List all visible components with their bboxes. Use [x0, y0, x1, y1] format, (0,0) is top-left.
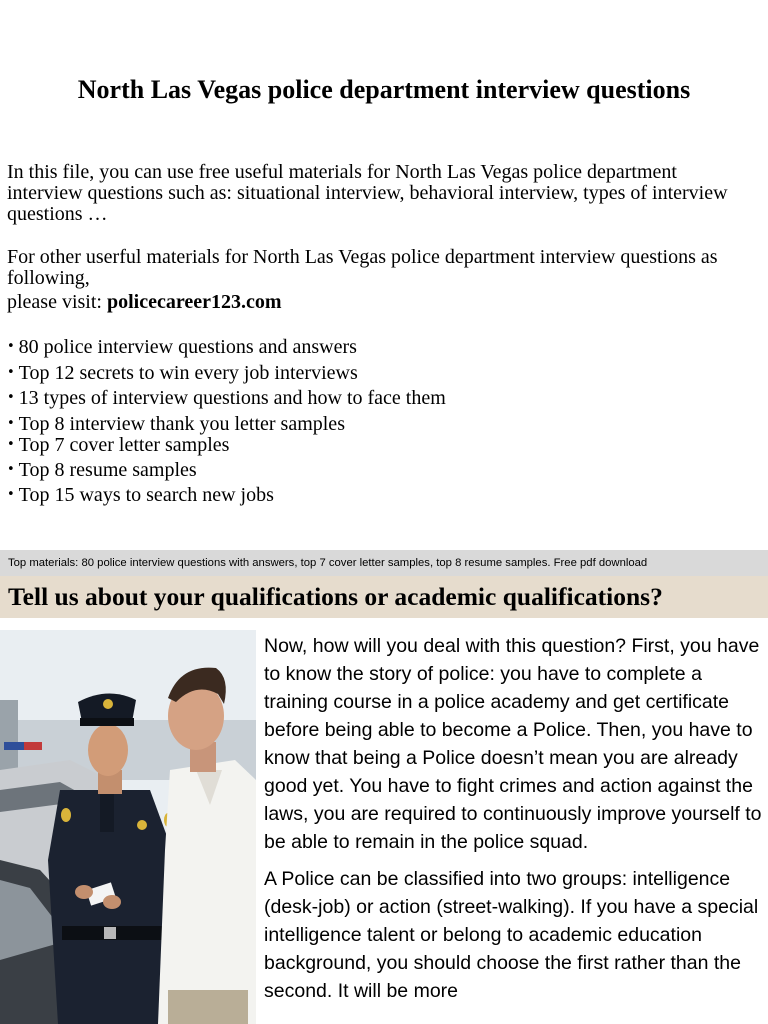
police-photo — [0, 630, 256, 1024]
section-title: Tell us about your qualifications or academic qualifications? — [8, 582, 663, 611]
visit-line — [7, 292, 282, 313]
bullet-icon: • — [7, 487, 15, 502]
answer-paragraph: A Police can be classified into two groups: intelligence (desk-job) or action (street-walking). If you have a special intelligence talent or belong to academic education background, you should choose the first rather than the second. It will be more — [264, 868, 759, 1002]
list-item[interactable]: • Top 15 ways to search new jobs — [7, 484, 274, 506]
page-title: North Las Vegas police department interview questions — [77, 75, 691, 104]
bullet-icon: • — [7, 437, 15, 452]
list-item[interactable]: • Top 7 cover letter samples — [7, 434, 230, 456]
list-item[interactable]: • Top 8 resume samples — [7, 459, 197, 481]
visit-link[interactable]: policecareer123.com — [106, 291, 282, 313]
list-item[interactable]: • Top 8 interview thank you letter samples — [7, 413, 345, 435]
answer-paragraph: Now, how will you deal with this question? First, you have to know the story of police: you have to complete a training course in a police academy and get certificate before being able to become a Police. Then, you have to know that being a Police doesn’t mean you are already good yet. You have to fight crimes and action against the laws, you are required to continuously improve yourself to be able to remain in the police squad. — [264, 635, 762, 853]
top-materials-bar[interactable]: Top materials: 80 police interview questions with answers, top 7 cover letter samples, top 8 resume samples. Free pdf download — [0, 550, 768, 576]
bullet-icon: • — [7, 462, 15, 477]
bullet-icon: • — [7, 339, 15, 354]
bullet-icon: • — [7, 416, 15, 431]
intro-paragraph: In this file, you can use free useful materials for North Las Vegas police department interview questions such as: situational interview, behavioral interview, types of interview questions … — [7, 161, 728, 225]
visit-prefix: please visit: — [7, 291, 107, 313]
bullet-icon: • — [7, 390, 15, 405]
other-materials-paragraph: For other userful materials for North Las Vegas police department interview questions as following, — [7, 246, 718, 289]
answer-text — [264, 632, 764, 1014]
bullet-icon: • — [7, 365, 15, 380]
section-header — [0, 576, 768, 618]
list-item[interactable]: • 13 types of interview questions and how to face them — [7, 387, 446, 409]
list-item[interactable]: • Top 12 secrets to win every job interviews — [7, 362, 358, 384]
list-item[interactable]: • 80 police interview questions and answers — [7, 336, 357, 358]
